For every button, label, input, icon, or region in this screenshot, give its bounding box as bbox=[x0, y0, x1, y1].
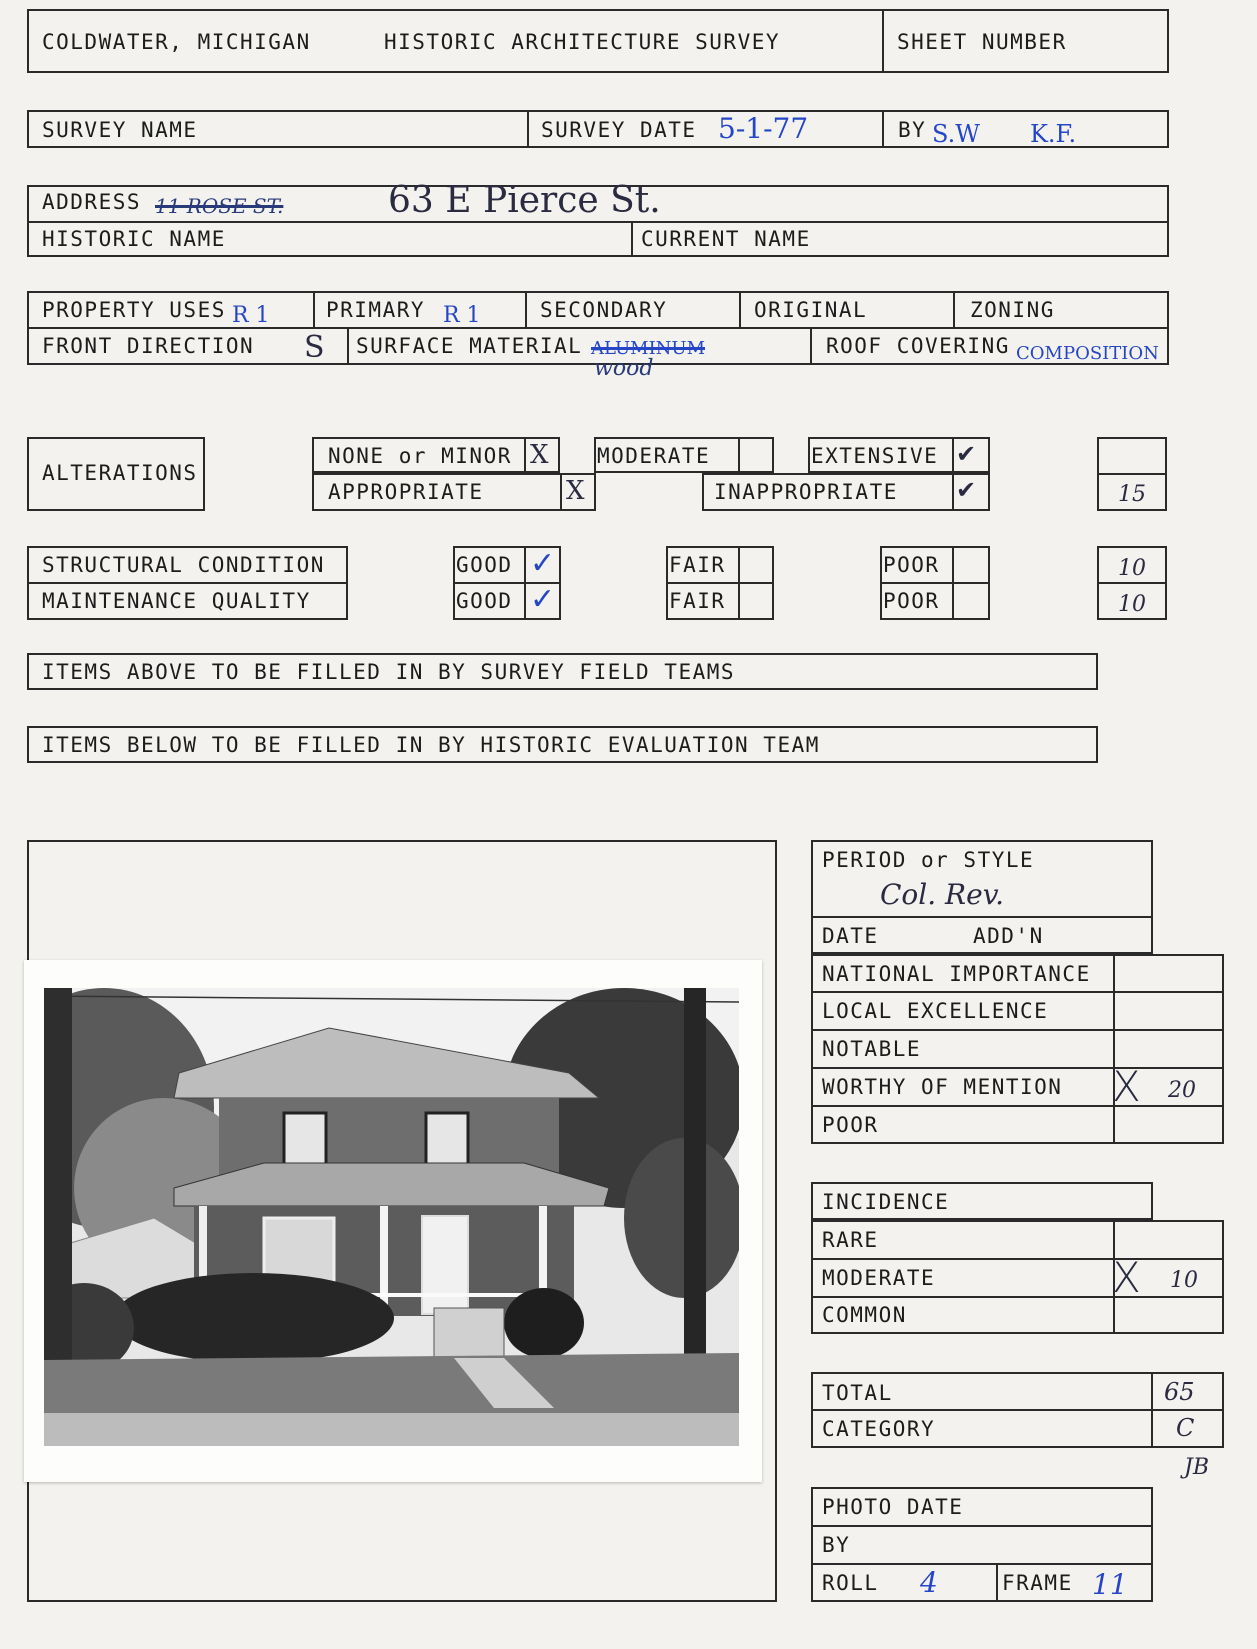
note-below: ITEMS BELOW TO BE FILLED IN BY HISTORIC EVALUATION TEAM bbox=[42, 733, 820, 757]
appropriate-mark: X bbox=[566, 476, 585, 506]
frame-label: FRAME bbox=[1002, 1571, 1073, 1595]
extensive-mark: ✔ bbox=[956, 440, 977, 468]
moderate-incidence-score: 10 bbox=[1170, 1268, 1198, 1293]
worthy-mark: X bbox=[1112, 1062, 1141, 1111]
address-struck-value: 11 ROSE ST. bbox=[155, 194, 284, 218]
category-label: CATEGORY bbox=[822, 1417, 936, 1441]
addn-label: ADD'N bbox=[973, 924, 1044, 948]
maintenance-quality-label: MAINTENANCE QUALITY bbox=[42, 589, 311, 613]
surface-material-label: SURFACE MATERIAL bbox=[356, 334, 583, 358]
maintenance-score: 10 bbox=[1118, 592, 1146, 617]
survey-by-label: BY bbox=[898, 118, 927, 142]
sheet-number-label: SHEET NUMBER bbox=[897, 30, 1067, 54]
moderate-incidence-label: MODERATE bbox=[822, 1266, 936, 1290]
maintenance-fair-label: FAIR bbox=[669, 589, 726, 613]
front-direction-value: S bbox=[304, 330, 325, 365]
zoning-label: ZONING bbox=[970, 298, 1055, 322]
common-label: COMMON bbox=[822, 1303, 907, 1327]
house-image bbox=[44, 988, 739, 1446]
surveyor-1: S.W bbox=[932, 120, 980, 148]
secondary-label: SECONDARY bbox=[540, 298, 668, 322]
structural-score: 10 bbox=[1118, 556, 1146, 581]
roof-covering-value: COMPOSITION bbox=[1016, 343, 1159, 364]
national-importance-label: NATIONAL IMPORTANCE bbox=[822, 962, 1091, 986]
inappropriate-label: INAPPROPRIATE bbox=[714, 480, 898, 504]
roof-covering-label: ROOF COVERING bbox=[826, 334, 1010, 358]
none-minor-mark: X bbox=[530, 440, 549, 470]
original-label: ORIGINAL bbox=[754, 298, 868, 322]
roll-label: ROLL bbox=[822, 1571, 879, 1595]
structural-good-mark: ✓ bbox=[530, 546, 556, 581]
alterations-label: ALTERATIONS bbox=[42, 461, 198, 485]
maintenance-good-mark: ✓ bbox=[530, 582, 556, 617]
primary-value: R 1 bbox=[443, 303, 481, 328]
reviewer-initials: JB bbox=[1184, 1455, 1209, 1480]
extensive-label: EXTENSIVE bbox=[811, 444, 939, 468]
surface-material-value: wood bbox=[594, 356, 654, 381]
structural-good-label: GOOD bbox=[456, 553, 513, 577]
primary-label: PRIMARY bbox=[326, 298, 426, 322]
historic-name-label: HISTORIC NAME bbox=[42, 227, 226, 251]
front-direction-label: FRONT DIRECTION bbox=[42, 334, 255, 358]
period-style-value: Col. Rev. bbox=[880, 878, 1005, 911]
roll-value: 4 bbox=[920, 1566, 938, 1599]
moderate-label: MODERATE bbox=[597, 444, 711, 468]
surface-material-struck: ALUMINUM bbox=[591, 338, 706, 359]
alterations-score: 15 bbox=[1118, 482, 1146, 507]
property-uses-label: PROPERTY USES bbox=[42, 298, 226, 322]
photo-by-label: BY bbox=[822, 1533, 851, 1557]
maintenance-poor-label: POOR bbox=[883, 589, 940, 613]
city-label: COLDWATER, MICHIGAN bbox=[42, 30, 311, 54]
address-value: 63 E Pierce St. bbox=[388, 180, 661, 221]
rare-label: RARE bbox=[822, 1228, 879, 1252]
house-photograph bbox=[24, 960, 762, 1482]
structural-condition-label: STRUCTURAL CONDITION bbox=[42, 553, 325, 577]
date-label: DATE bbox=[822, 924, 879, 948]
inappropriate-mark: ✔ bbox=[956, 476, 977, 504]
total-value: 65 bbox=[1164, 1378, 1195, 1406]
frame-value: 11 bbox=[1092, 1568, 1128, 1601]
category-value: C bbox=[1176, 1414, 1195, 1442]
worthy-of-mention-label: WORTHY OF MENTION bbox=[822, 1075, 1063, 1099]
worthy-score: 20 bbox=[1168, 1078, 1196, 1103]
none-minor-label: NONE or MINOR bbox=[328, 444, 512, 468]
appropriate-label: APPROPRIATE bbox=[328, 480, 484, 504]
total-label: TOTAL bbox=[822, 1381, 893, 1405]
surveyor-2: K.F. bbox=[1030, 120, 1077, 148]
local-excellence-label: LOCAL EXCELLENCE bbox=[822, 999, 1049, 1023]
structural-fair-label: FAIR bbox=[669, 553, 726, 577]
notable-label: NOTABLE bbox=[822, 1037, 922, 1061]
property-uses-value: R 1 bbox=[232, 303, 270, 328]
period-style-label: PERIOD or STYLE bbox=[822, 848, 1035, 872]
structural-poor-label: POOR bbox=[883, 553, 940, 577]
current-name-label: CURRENT NAME bbox=[641, 227, 811, 251]
moderate-incidence-mark: X bbox=[1112, 1253, 1141, 1302]
form-title: HISTORIC ARCHITECTURE SURVEY bbox=[384, 30, 781, 54]
maintenance-good-label: GOOD bbox=[456, 589, 513, 613]
note-above: ITEMS ABOVE TO BE FILLED IN BY SURVEY FIELD TEAMS bbox=[42, 660, 736, 684]
incidence-label: INCIDENCE bbox=[822, 1190, 950, 1214]
survey-name-label: SURVEY NAME bbox=[42, 118, 198, 142]
photo-date-label: PHOTO DATE bbox=[822, 1495, 964, 1519]
address-label: ADDRESS bbox=[42, 190, 142, 214]
survey-date-value: 5-1-77 bbox=[718, 112, 809, 145]
survey-date-label: SURVEY DATE bbox=[541, 118, 697, 142]
poor-label: POOR bbox=[822, 1113, 879, 1137]
